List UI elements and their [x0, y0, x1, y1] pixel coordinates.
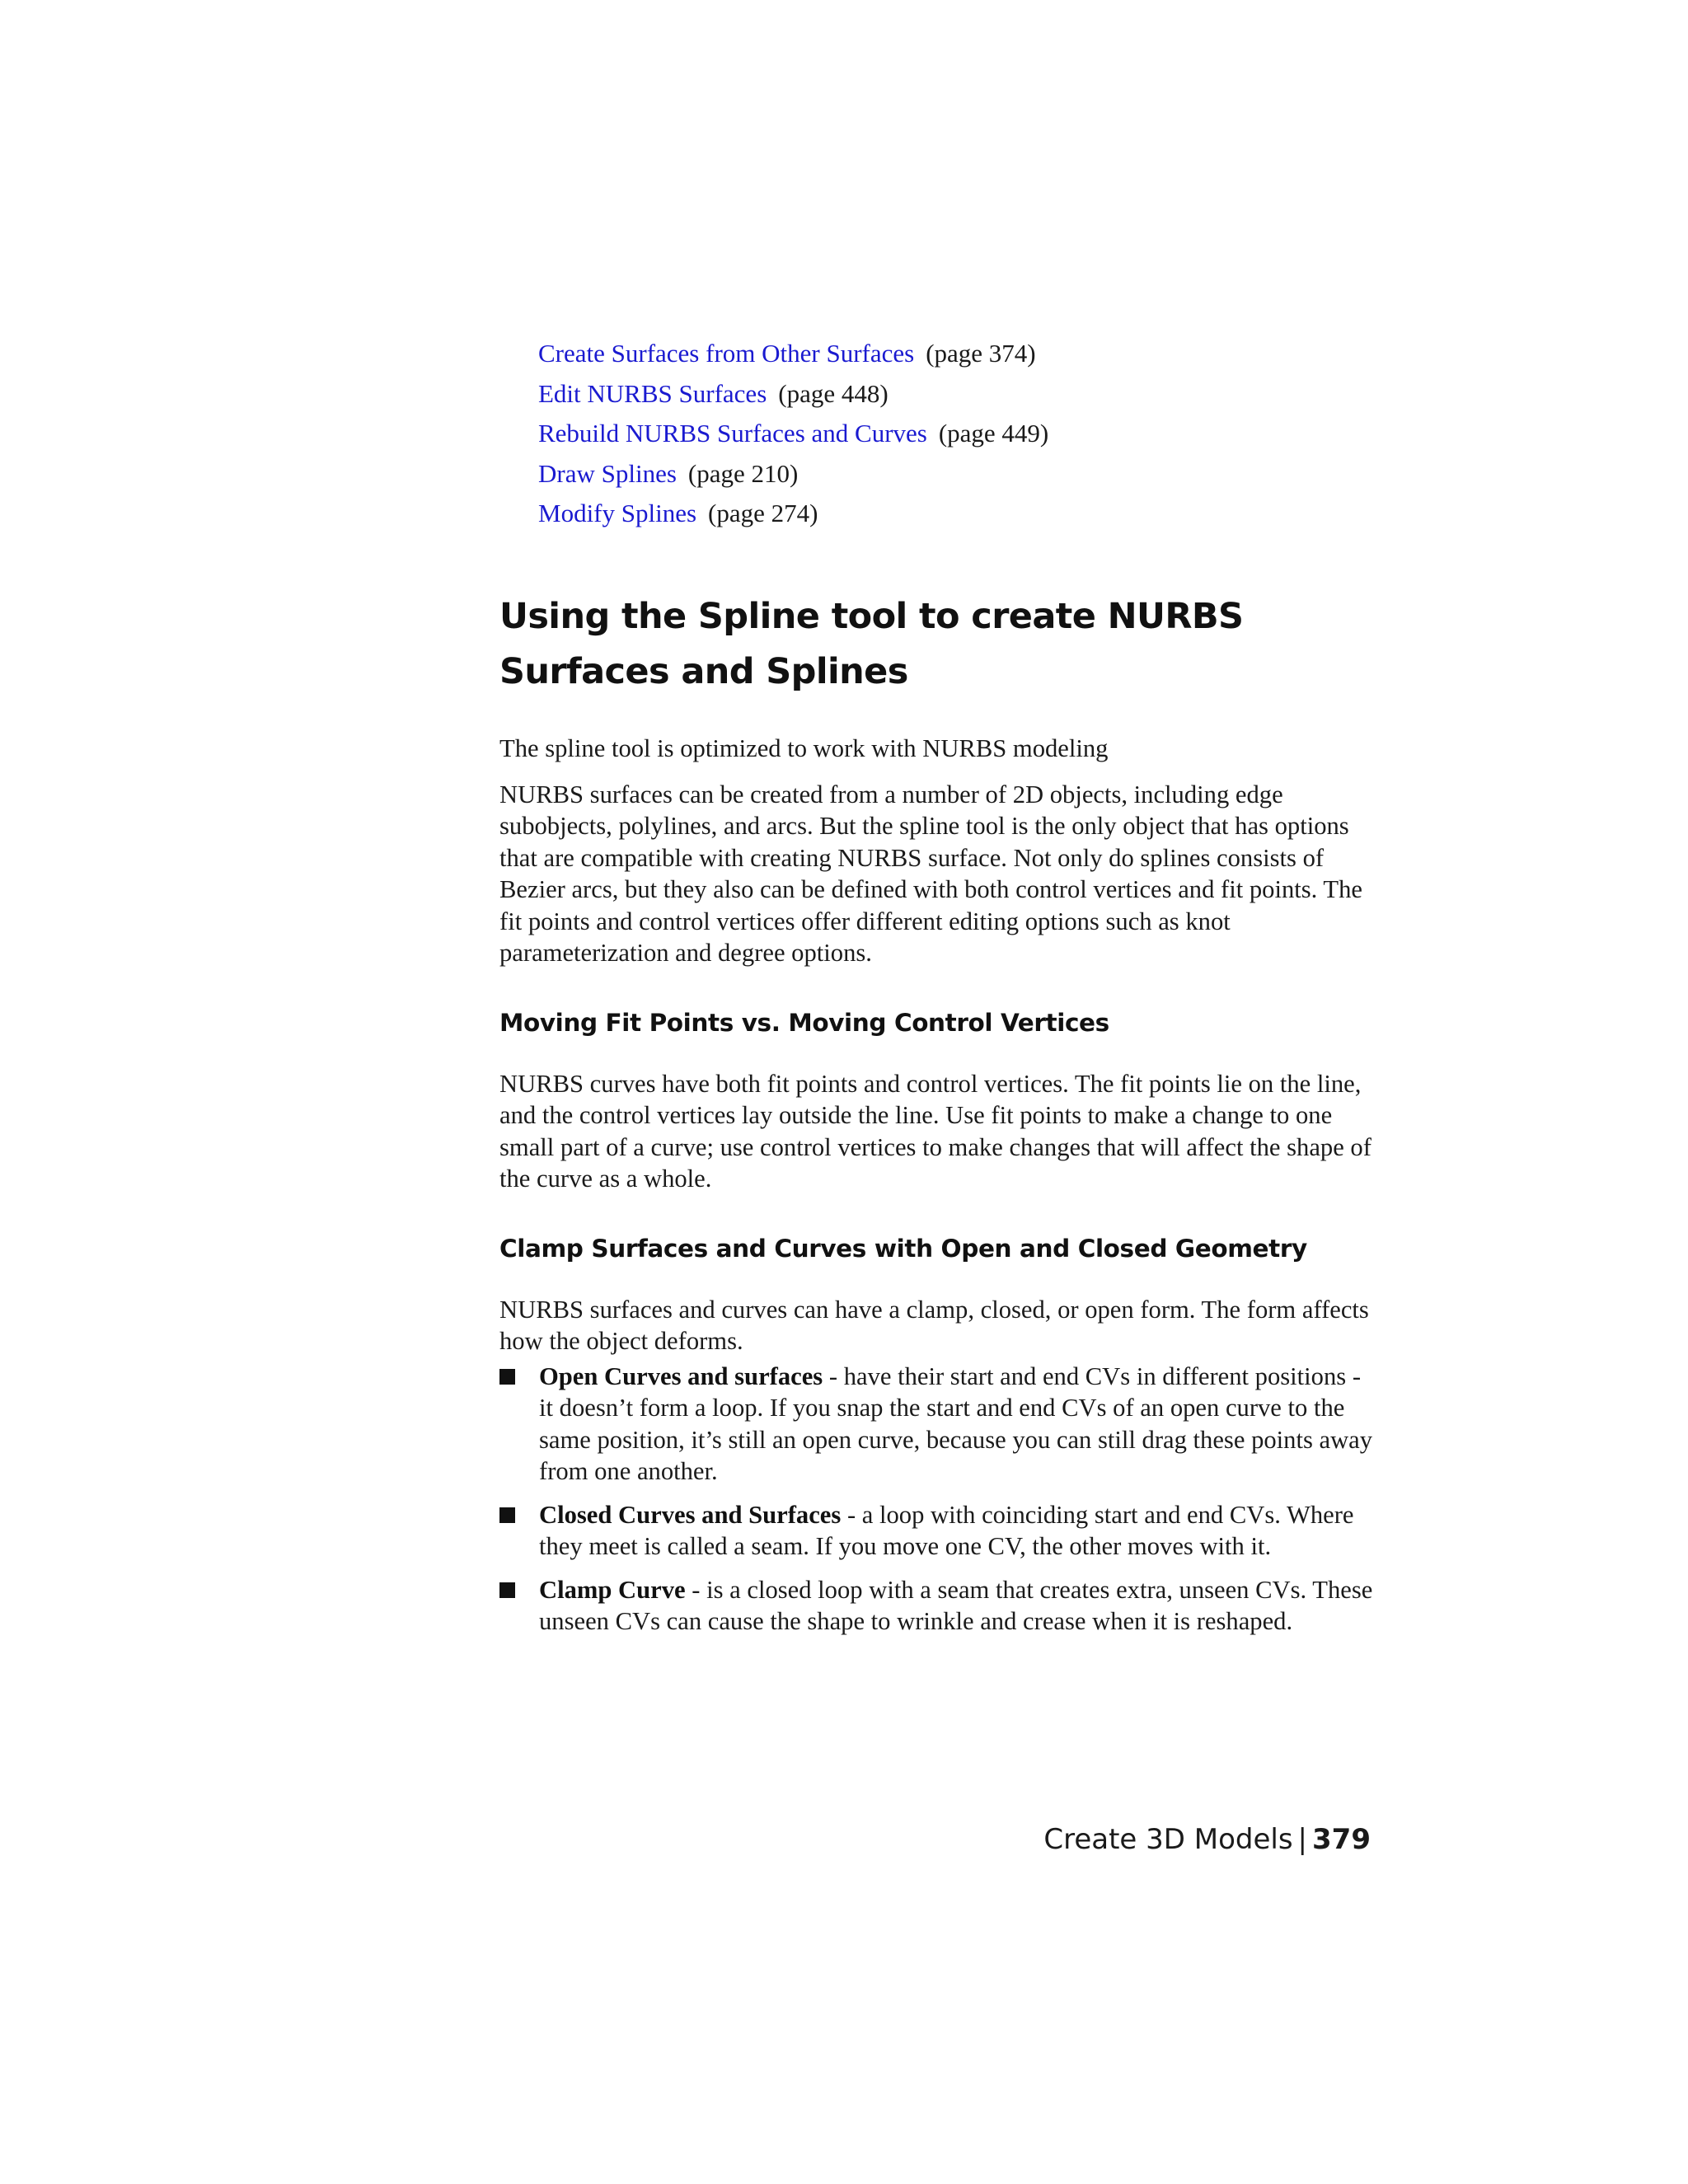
footer-chapter: Create 3D Models [1043, 1823, 1293, 1856]
link-row [538, 334, 1445, 374]
link-draw-splines[interactable]: Draw Splines [538, 458, 677, 488]
bullet-term: Clamp Curve [539, 1575, 686, 1604]
bullet-square-icon [499, 1582, 515, 1598]
bullet-text: - is a closed loop with a seam that creates extra, unseen CVs. These unseen CVs can cause the shape to wrinkle and crease when it is reshaped. [539, 1575, 1373, 1635]
list-item [499, 1361, 1373, 1488]
link-edit-nurbs-surfaces[interactable]: Edit NURBS Surfaces [538, 378, 767, 408]
intro-paragraph: The spline tool is optimized to work with NURBS modeling [499, 734, 1109, 762]
bullet-square-icon [499, 1507, 515, 1523]
bullet-term: Open Curves and surfaces [539, 1361, 823, 1390]
subsection-title-clamp: Clamp Surfaces and Curves with Open and Closed Geometry [499, 1234, 1307, 1263]
page-footer [1043, 1821, 1371, 1858]
link-create-surfaces-from-other-surfaces[interactable]: Create Surfaces from Other Surfaces [538, 339, 915, 368]
link-row [538, 374, 1445, 415]
related-links [538, 334, 1445, 534]
page-ref: (page 448) [778, 378, 889, 408]
form-bullet-list [499, 1361, 1373, 1638]
footer-separator: | [1297, 1823, 1308, 1856]
bullet-term: Closed Curves and Surfaces [539, 1500, 842, 1529]
body-paragraph: NURBS surfaces can be created from a number of 2D objects, including edge subobjects, polylines, and arcs. But the spline tool is the only object that has options that are compatible with creating NURBS surface. Not only do splines consists of Bezier arcs, but they also can be defined with both control vertices and fit points. The fit points and control vertices offer different editing options such as knot parameterization and degree options. [499, 780, 1362, 967]
list-item [499, 1574, 1373, 1638]
link-rebuild-nurbs-surfaces-and-curves[interactable]: Rebuild NURBS Surfaces and Curves [538, 419, 927, 448]
section-title: Using the Spline tool to create NURBS Surfaces and Splines [499, 596, 1244, 692]
page-ref: (page 374) [926, 339, 1036, 368]
bullet-text: - have their start and end CVs in different positions - it doesn’t form a loop. If you snap the start and end CVs of an open curve to the same position, it’s still an open curve, because you can still drag these points away from one another. [539, 1361, 1373, 1485]
page-number: 379 [1312, 1823, 1371, 1856]
link-row [538, 494, 1445, 534]
main-content [499, 589, 1373, 1649]
link-modify-splines[interactable]: Modify Splines [538, 499, 697, 527]
list-item [499, 1499, 1373, 1563]
link-row [538, 454, 1445, 494]
page-ref: (page 274) [708, 499, 818, 527]
page-ref: (page 210) [687, 458, 799, 488]
clamp-paragraph: NURBS surfaces and curves can have a clamp, closed, or open form. The form affects how the object deforms. [499, 1295, 1369, 1355]
subsection-title-fit-points: Moving Fit Points vs. Moving Control Vertices [499, 1008, 1109, 1037]
link-row [538, 414, 1445, 454]
fit-points-paragraph: NURBS curves have both fit points and control vertices. The fit points lie on the line, and the control vertices lay outside the line. Use fit points to make a change to one small part of a curve; use control vertices to make changes that will affect the shape of the curve as a whole. [499, 1069, 1372, 1193]
bullet-square-icon [499, 1369, 515, 1385]
page-ref: (page 449) [938, 419, 1049, 448]
bullet-text: - a loop with coinciding start and end CVs. Where they meet is called a seam. If you move one CV, the other moves with it. [539, 1500, 1354, 1560]
